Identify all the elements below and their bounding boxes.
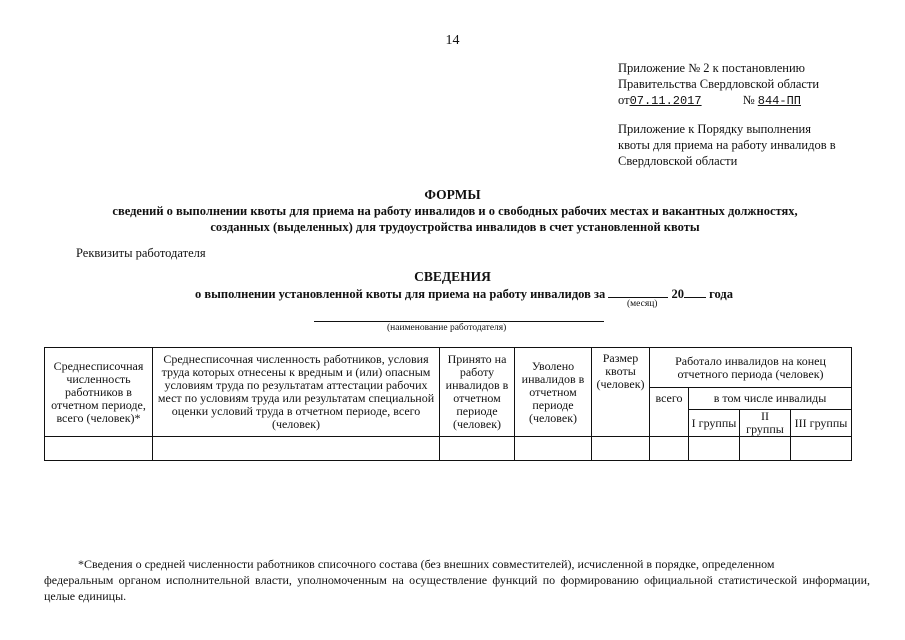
- header-hired: Принято на работу инвалидов в отчетном периоде (человек): [440, 348, 515, 437]
- header-avg-headcount: Среднесписочная численность работников в отчетном периоде, всего (человек)*: [45, 348, 153, 437]
- month-label: (месяц): [627, 299, 658, 309]
- employer-requisites: Реквизиты работодателя: [76, 246, 206, 260]
- cell-group-3[interactable]: [791, 437, 852, 461]
- cell-group-2[interactable]: [740, 437, 791, 461]
- page-number: 14: [445, 33, 460, 48]
- header-worked-end-period: Работало инвалидов на конец отчетного периода (человек): [650, 348, 852, 388]
- forms-subtitle: [90, 203, 820, 235]
- header-group-1: I группы: [689, 410, 740, 437]
- header-including: в том числе инвалиды: [689, 388, 852, 410]
- footnote-rest: федеральным органом исполнительной власти, уполномоченным на осуществление функций по формированию официальной статистической информации, целые единицы.: [44, 573, 870, 603]
- header-dismissed: Уволено инвалидов в отчетном периоде (человек): [515, 348, 592, 437]
- appendix-header: [618, 60, 878, 109]
- appendix-line-1: Приложение № 2 к постановлению: [618, 61, 805, 75]
- appendix-procedure: [618, 121, 868, 169]
- appendix-date-line: [618, 92, 878, 109]
- year-blank[interactable]: [684, 285, 706, 298]
- appendix-line-2: Правительства Свердловской области: [618, 77, 820, 91]
- employer-name-label: (наименование работодателя): [387, 323, 507, 333]
- cell-hazardous-headcount[interactable]: [153, 437, 440, 461]
- svedeniya-title: СВЕДЕНИЯ: [414, 269, 491, 284]
- header-group-3: III группы: [791, 410, 852, 437]
- svedeniya-subtitle-text: о выполнении установленной квоты для приема на работу инвалидов за: [195, 287, 606, 301]
- forms-subtitle-line-1: сведений о выполнении квоты для приема на работу инвалидов и о свободных рабочих местах и вакантных должностях,: [112, 204, 798, 218]
- year-prefix: 20: [671, 287, 684, 301]
- procedure-line-2: квоты для приема на работу инвалидов в: [618, 138, 836, 152]
- decree-number: 844-ПП: [757, 94, 801, 108]
- decree-date: 07.11.2017: [629, 94, 702, 108]
- cell-avg-headcount[interactable]: [45, 437, 153, 461]
- header-total: всего: [650, 388, 689, 437]
- header-quota-size: Размер квоты (человек): [592, 348, 650, 437]
- table-row: [45, 437, 852, 461]
- forms-title: ФОРМЫ: [424, 187, 481, 202]
- month-blank[interactable]: [608, 285, 668, 298]
- procedure-line-1: Приложение к Порядку выполнения: [618, 122, 811, 136]
- cell-dismissed[interactable]: [515, 437, 592, 461]
- footnote-first-line: *Сведения о средней численности работников списочного состава (без внешних совместителей), исчисленной в порядке, определенном: [78, 557, 775, 571]
- year-suffix: года: [709, 287, 733, 301]
- header-group-2: II группы: [740, 410, 791, 437]
- header-hazardous-headcount: Среднесписочная численность работников, условия труда которых отнесены к вредным и (или) опасным условиям труда по результатам аттестации рабочих мест по условиям труда или результатам специальной оценки условий труда в отчетном периоде, всего (человек): [153, 348, 440, 437]
- cell-total[interactable]: [650, 437, 689, 461]
- cell-hired[interactable]: [440, 437, 515, 461]
- cell-quota-size[interactable]: [592, 437, 650, 461]
- quota-table: [44, 347, 852, 461]
- date-prefix: от: [618, 93, 630, 107]
- cell-group-1[interactable]: [689, 437, 740, 461]
- procedure-line-3: Свердловской области: [618, 154, 738, 168]
- number-prefix: №: [742, 93, 755, 107]
- forms-subtitle-line-2: созданных (выделенных) для трудоустройства инвалидов в счет установленной квоты: [210, 220, 700, 234]
- employer-name-line[interactable]: [314, 321, 604, 322]
